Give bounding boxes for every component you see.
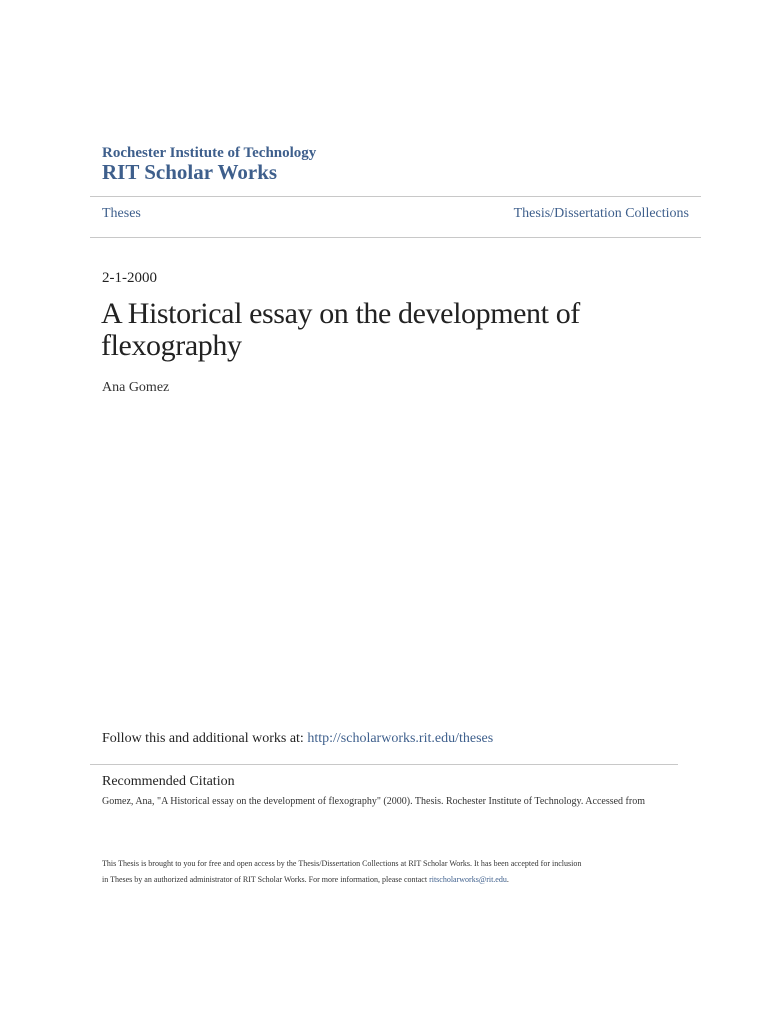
publication-date: 2-1-2000 — [102, 270, 157, 286]
access-notice — [102, 856, 682, 888]
follow-line — [102, 731, 493, 747]
citation-divider — [90, 764, 678, 765]
notice-end: . — [506, 875, 509, 884]
header-divider-bottom — [90, 237, 701, 238]
institution-name: Rochester Institute of Technology — [102, 145, 317, 161]
document-title: A Historical essay on the development of flexography — [101, 297, 580, 362]
citation-heading: Recommended Citation — [102, 774, 235, 789]
nav-link-collections[interactable]: Thesis/Dissertation Collections — [513, 206, 689, 221]
follow-prefix: Follow this and additional works at: — [102, 731, 308, 746]
follow-url-link[interactable]: http://scholarworks.rit.edu/theses — [307, 731, 494, 746]
contact-email-link[interactable]: ritscholarworks@rit.edu — [429, 875, 507, 884]
nav-link-theses[interactable]: Theses — [102, 206, 141, 221]
header-divider-top — [90, 196, 701, 197]
citation-text: Gomez, Ana, "A Historical essay on the development of flexography" (2000). Thesis. Rochester Institute of Technology. Accessed from — [102, 796, 645, 807]
notice-line-1: This Thesis is brought to you for free and open access by the Thesis/Dissertation Collections at RIT Scholar Works. It has been accepted for inclusion — [102, 859, 582, 868]
author-name: Ana Gomez — [102, 380, 170, 395]
repository-name: RIT Scholar Works — [102, 160, 278, 184]
notice-line-2: in Theses by an authorized administrator of RIT Scholar Works. For more information, please contact — [102, 875, 430, 884]
